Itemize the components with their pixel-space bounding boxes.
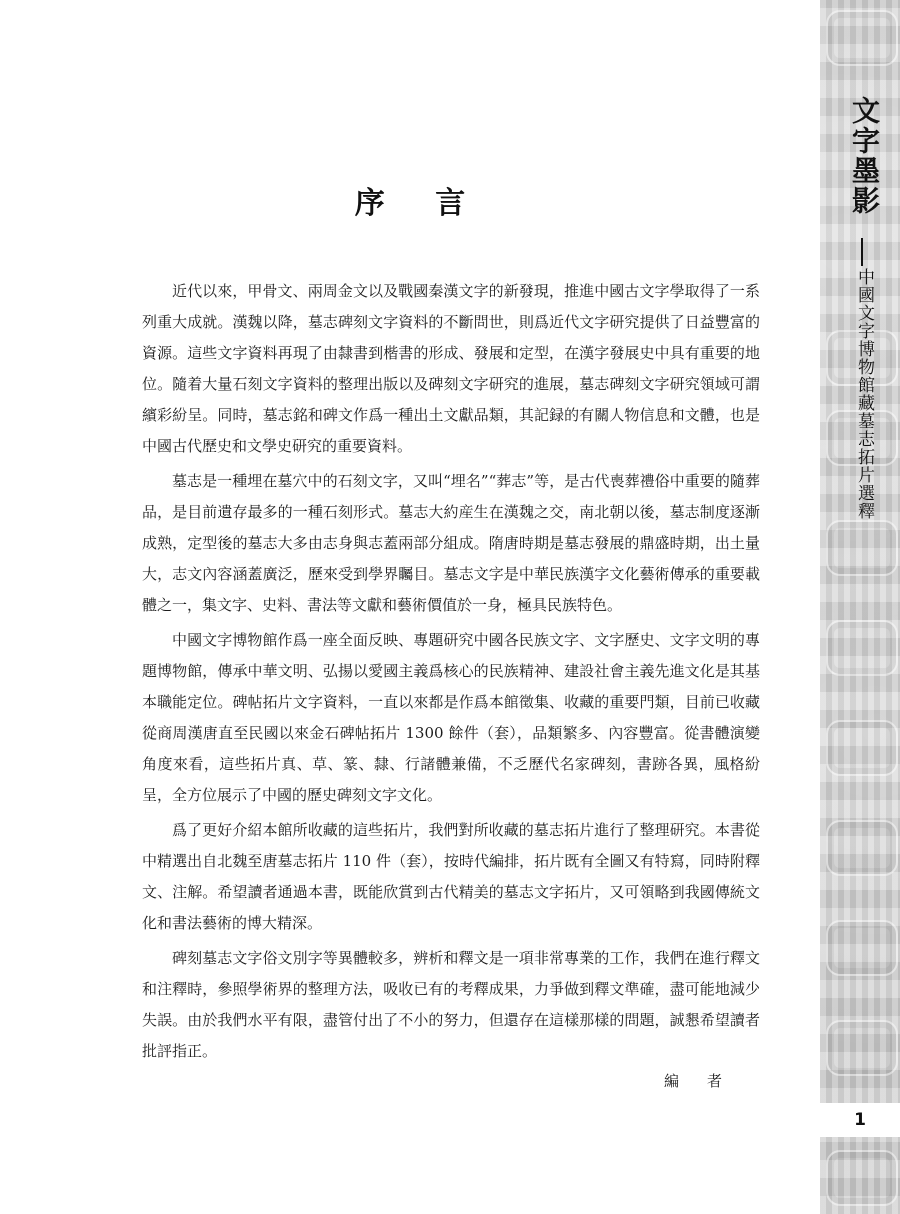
- decorative-pattern: [826, 820, 898, 876]
- decorative-pattern: [826, 1020, 898, 1076]
- series-subtitle: 中國文字博物館藏墓志拓片選釋: [854, 268, 874, 520]
- decorative-pattern: [826, 720, 898, 776]
- paragraph-4: 爲了更好介紹本館所收藏的這些拓片，我們對所收藏的墓志拓片進行了整理研究。本書從中精選出自北魏至唐墓志拓片 110 件（套），按時代編排，拓片既有全圖又有特寫，同時附釋文、注解。希望讀者通過本書，既能欣賞到古代精美的墓志文字拓片，又可領略到我國傳統文化和書法藝術的博大精深。: [142, 821, 760, 932]
- title-divider: [861, 238, 863, 266]
- page-title: 序 言: [354, 186, 486, 221]
- decorative-pattern: [826, 520, 898, 576]
- signature: 編者: [664, 1072, 751, 1090]
- paragraph-1: 近代以來，甲骨文、兩周金文以及戰國秦漢文字的新發現，推進中國古文字學取得了一系列重大成就。漢魏以降，墓志碑刻文字資料的不斷問世，則爲近代文字研究提供了日益豐富的資源。這些文字資料再現了由隸書到楷書的形成、發展和定型，在漢字發展史中具有重要的地位。隨着大量石刻文字資料的整理出版以及碑刻文字研究的進展，墓志碑刻文字研究領域可謂繽彩紛呈。同時，墓志銘和碑文作爲一種出土文獻品類，其記録的有關人物信息和文體，也是中國古代歷史和文學史研究的重要資料。: [142, 282, 760, 455]
- paragraph-2: 墓志是一種埋在墓穴中的石刻文字，又叫“埋名”“葬志”等，是古代喪葬禮俗中重要的隨葬品，是目前遺存最多的一種石刻形式。墓志大約産生在漢魏之交，南北朝以後，墓志制度逐漸成熟，定型後的墓志大多由志身與志蓋兩部分組成。隋唐時期是墓志發展的鼎盛時期，出土量大，志文內容涵蓋廣泛，歷來受到學界矚目。墓志文字是中華民族漢字文化藝術傳承的重要載體之一，集文字、史料、書法等文獻和藝術價值於一身，極具民族特色。: [142, 472, 760, 614]
- decorative-pattern: [826, 620, 898, 676]
- page-number: 1: [854, 1110, 866, 1130]
- paragraph-3: 中國文字博物館作爲一座全面反映、專題研究中國各民族文字、文字歷史、文字文明的專題博物館，傳承中華文明、弘揚以愛國主義爲核心的民族精神、建設社會主義先進文化是其基本職能定位。碑帖拓片文字資料，一直以來都是作爲本館徵集、收藏的重要門類，目前已收藏從商周漢唐直至民國以來金石碑帖拓片 1300 餘件（套），品類繁多、內容豐富。從書體演變角度來看，這些拓片真、草、篆、隸、行諸體兼備，不乏歷代名家碑刻，書跡各異，風格紛呈，全方位展示了中國的歷史碑刻文字文化。: [142, 631, 760, 804]
- decorative-pattern: [826, 10, 898, 66]
- paragraph-5: 碑刻墓志文字俗文別字等異體較多，辨析和釋文是一項非常專業的工作，我們在進行釋文和注釋時，參照學術界的整理方法，吸收已有的考釋成果，力爭做到釋文準確，盡可能地減少失誤。由於我們水平有限，盡管付出了不小的努力，但還存在這樣那樣的問題，誠懇希望讀者批評指正。: [142, 949, 760, 1060]
- series-title: 文字墨影: [848, 96, 881, 216]
- preface-body: [142, 276, 760, 1071]
- decorative-pattern: [826, 1150, 898, 1206]
- decorative-pattern: [826, 920, 898, 976]
